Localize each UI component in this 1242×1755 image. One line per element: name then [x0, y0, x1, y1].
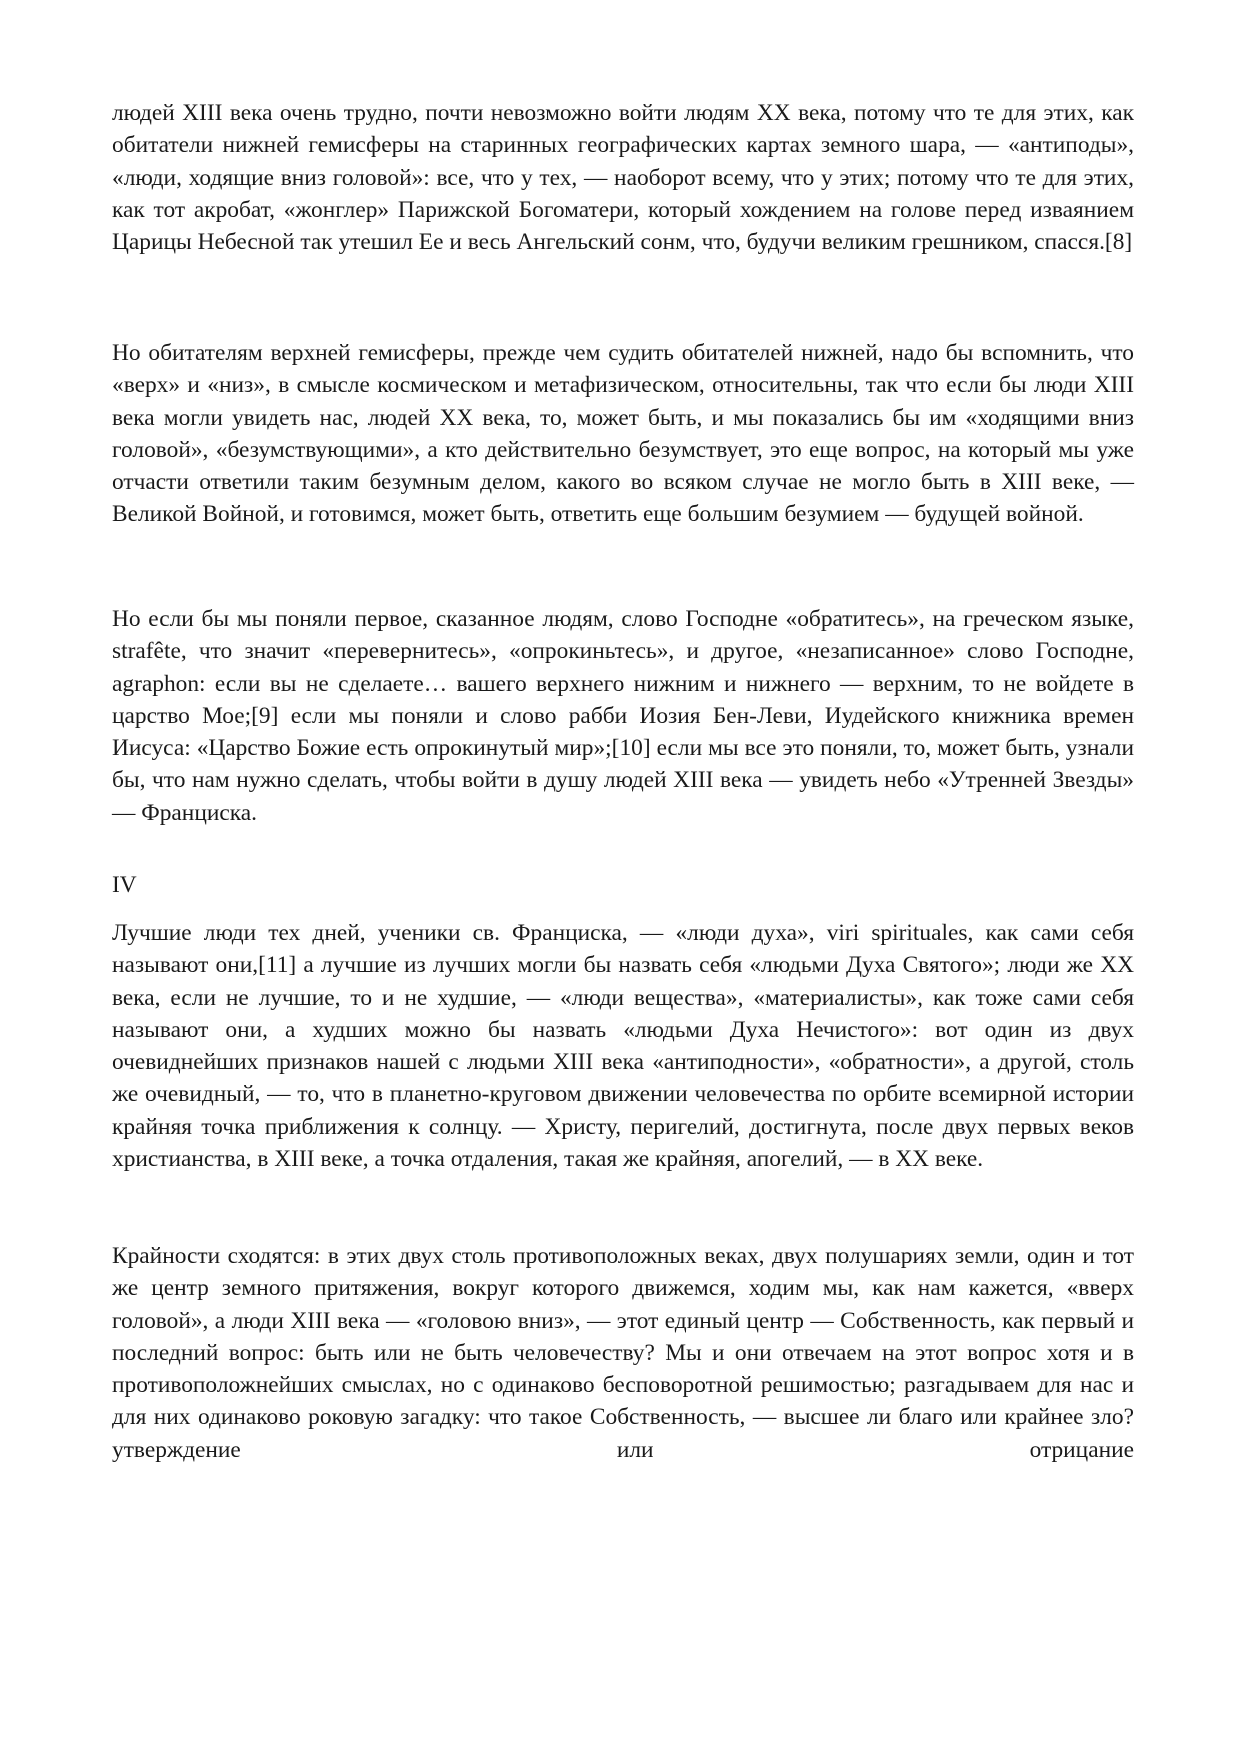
paragraph-upper-hemisphere: Но обитателям верхней гемисферы, прежде чем судить обитателей нижней, надо бы вспомнить, что «верх» и «низ», в смысле космическом и метафизическом, относительны, так что если бы люди XIII века могли увидеть нас, людей XX века, то, может быть, и мы показались бы им «ходящими вниз головой», «безумствующими», а кто действительно безумствует, это еще вопрос, на который мы уже отчасти ответили таким безумным делом, какого во всяком случае не могло быть в XIII веке, — Великой Войной, и готовимся, может быть, ответить еще большим безумием — будущей войной.: [112, 340, 1134, 528]
paragraph-antipodes: людей XIII века очень трудно, почти невозможно войти людям XX века, потому что те для этих, как обитатели нижней гемисферы на старинных географических картах земного шара, — «антиподы», «люди, ходящие вниз головой»: все, что у тех, — наоборот всему, что у этих; потому что те для этих, как тот акробат, «жонглер» Парижской Богоматери, который хождением на голове перед изваянием Царицы Небесной так утешил Ее и весь Ангельский сонм, что, будучи великим грешником, спасся.[8]: [112, 100, 1134, 256]
paragraph-extremes-meet: Крайности сходятся: в этих двух столь противоположных веках, двух полушариях земли, один и тот же центр земного притяжения, вокруг которого движемся, ходим мы, как нам кажется, «вверх головой», а люди XIII века — «головою вниз», — этот единый центр — Собственность, как первый и последний вопрос: быть или не быть человечеству? Мы и они отвечаем на этот вопрос хотя и в противоположнейших смыслах, но с одинаково бесповоротной решимостью; разгадываем для нас и для них одинаково роковую загадку: что такое Собственность, — высшее ли благо или крайнее зло? утверждение или отрицание: [112, 1243, 1134, 1463]
paragraph-strafete: Но если бы мы поняли первое, сказанное людям, слово Господне «обратитесь», на греческом языке, strafête, что значит «перевернитесь», «опрокиньтесь», и другое, «незаписанное» слово Господне, agraphon: если вы не сделаете… вашего верхнего нижним и нижнего — верхним, то не войдете в царство Мое;[9] если мы поняли и слово рабби Иозия Бен-Леви, Иудейского книжника времен Иисуса: «Царство Божие есть опрокинутый мир»;[10] если мы все это поняли, то, может быть, узнали бы, что нам нужно сделать, чтобы войти в душу людей XIII века — увидеть небо «Утренней Звезды» — Франциска.: [112, 606, 1134, 826]
section-heading: IV: [112, 872, 137, 898]
document-page: [112, 0, 1134, 1755]
paragraph-viri-spirituales: Лучшие люди тех дней, ученики св. Франциска, — «люди духа», viri spirituales, как сами себя называют они,[11] а лучшие из лучших могли бы назвать себя «людьми Духа Святого»; люди же XX века, если не лучшие, то и не худшие, — «люди вещества», «материалисты», как тоже сами себя называют они, а худших можно бы назвать «людьми Духа Нечистого»: вот один из двух очевиднейших признаков нашей с людьми XIII века «антиподности», «обратности», а другой, столь же очевидный, — то, что в планетно-круговом движении человечества по орбите всемирной истории крайняя точка приближения к солнцу. — Христу, перигелий, достигнута, после двух первых веков христианства, в XIII веке, а точка отдаления, такая же крайняя, апогелий, — в XX веке.: [112, 920, 1134, 1173]
